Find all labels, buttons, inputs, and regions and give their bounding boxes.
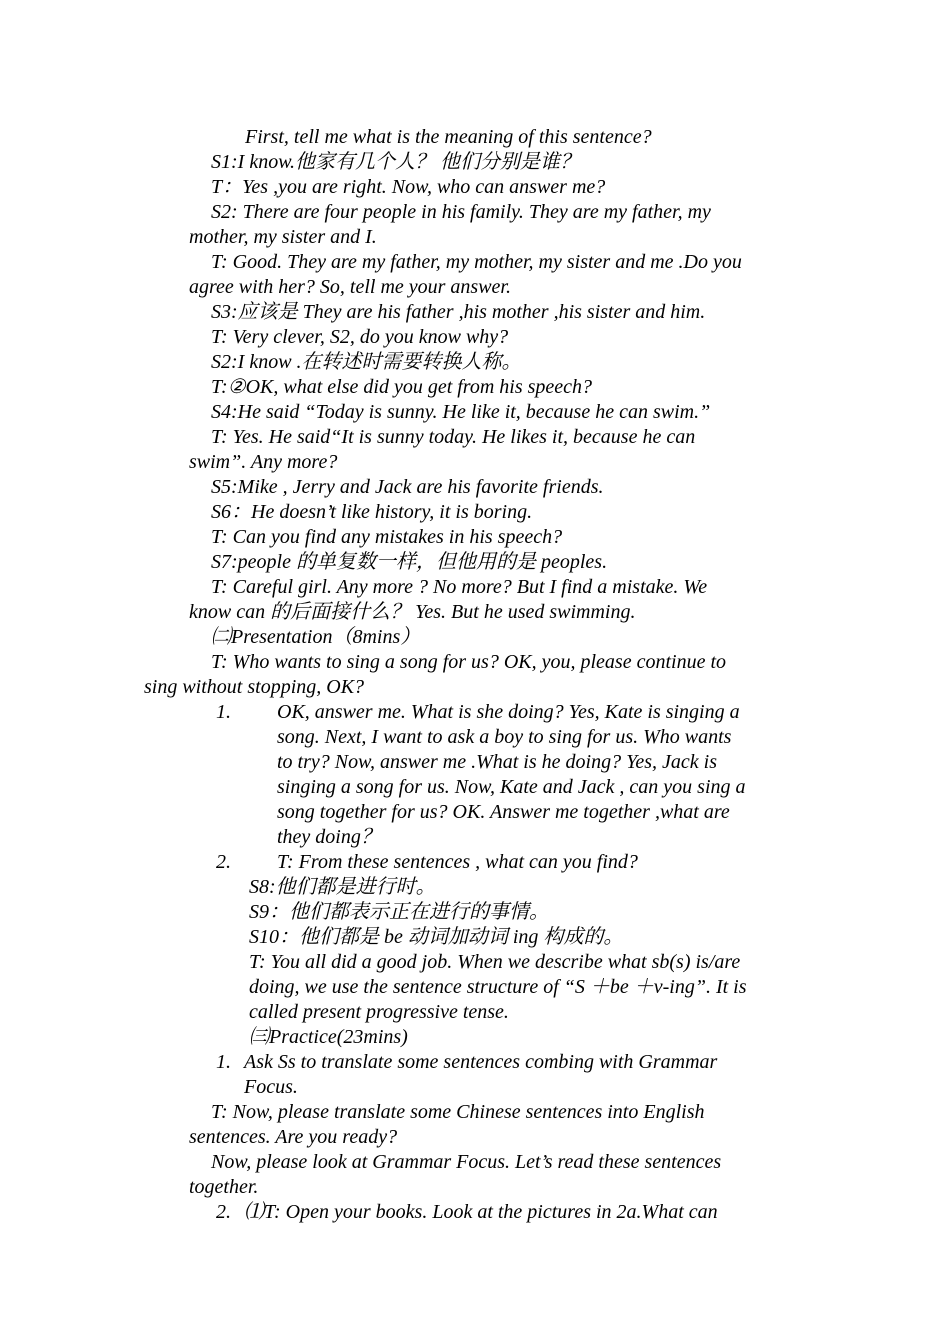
text-line: called present progressive tense. bbox=[249, 1001, 509, 1023]
text-line: S8:他们都是进行时。 bbox=[249, 876, 436, 898]
text-line: S7:people 的单复数一样，但他用的是 peoples. bbox=[211, 551, 608, 573]
text-line: OK, answer me. What is she doing? Yes, Kate is singing a bbox=[277, 701, 740, 723]
text-line: Ask Ss to translate some sentences combing with Grammar bbox=[244, 1051, 718, 1073]
text-line: together. bbox=[189, 1176, 259, 1198]
text-line: T: You all did a good job. When we describe what sb(s) is/are bbox=[249, 951, 741, 973]
text-line: mother, my sister and I. bbox=[189, 226, 377, 248]
text-line: S2: There are four people in his family. They are my father, my bbox=[211, 201, 711, 223]
text-line: doing, we use the sentence structure of “S ＋be ＋v-ing”. It is bbox=[249, 976, 747, 998]
list-number: 1. bbox=[216, 1051, 231, 1073]
text-line: S4:He said “Today is sunny. He like it, because he can swim.” bbox=[211, 401, 711, 423]
section-heading: ㈢Practice(23mins) bbox=[249, 1026, 408, 1048]
text-line: T: Very clever, S2, do you know why? bbox=[211, 326, 509, 348]
list-number: 2. bbox=[216, 851, 231, 873]
text-line: Focus. bbox=[244, 1076, 298, 1098]
text-line: song together for us? OK. Answer me together ,what are bbox=[277, 801, 730, 823]
text-line: they doing？ bbox=[277, 826, 381, 848]
text-line: T: From these sentences , what can you find? bbox=[277, 851, 638, 873]
text-line: know can 的后面接什么？ Yes. But he used swimming. bbox=[189, 601, 636, 623]
text-line: sing without stopping, OK? bbox=[144, 676, 365, 698]
text-line: ⑴T: Open your books. Look at the pictures in 2a.What can bbox=[244, 1201, 718, 1223]
text-line: singing a song for us. Now, Kate and Jack , can you sing a bbox=[277, 776, 746, 798]
text-line: First, tell me what is the meaning of this sentence? bbox=[245, 126, 652, 148]
text-line: S5:Mike , Jerry and Jack are his favorite friends. bbox=[211, 476, 604, 498]
text-line: T: Who wants to sing a song for us? OK, you, please continue to bbox=[211, 651, 726, 673]
text-line: T: Careful girl. Any more ? No more? But I find a mistake. We bbox=[211, 576, 708, 598]
text-line: S3:应该是 They are his father ,his mother ,his sister and him. bbox=[211, 301, 706, 323]
text-line: sentences. Are you ready? bbox=[189, 1126, 398, 1148]
text-line: to try? Now, answer me .What is he doing? Yes, Jack is bbox=[277, 751, 717, 773]
text-line: S2:I know .在转述时需要转换人称。 bbox=[211, 351, 522, 373]
text-line: Now, please look at Grammar Focus. Let’s read these sentences bbox=[211, 1151, 722, 1173]
text-line: S9：他们都表示正在进行的事情。 bbox=[249, 901, 549, 923]
text-line: song. Next, I want to ask a boy to sing for us. Who wants bbox=[277, 726, 732, 748]
text-line: agree with her? So, tell me your answer. bbox=[189, 276, 512, 298]
text-line: T：Yes ,you are right. Now, who can answer me? bbox=[211, 176, 606, 198]
text-line: S1:I know.他家有几个人？ 他们分别是谁？ bbox=[211, 151, 581, 173]
list-number: 2. bbox=[216, 1201, 231, 1223]
text-line: T: Now, please translate some Chinese sentences into English bbox=[211, 1101, 705, 1123]
list-number: 1. bbox=[216, 701, 231, 723]
text-line: T: Good. They are my father, my mother, my sister and me .Do you bbox=[211, 251, 742, 273]
text-line: swim”. Any more? bbox=[189, 451, 338, 473]
text-line: S6：He doesn’t like history, it is boring. bbox=[211, 501, 533, 523]
text-line: T:②OK, what else did you get from his speech? bbox=[211, 376, 593, 398]
text-line: T: Yes. He said“It is sunny today. He likes it, because he can bbox=[211, 426, 696, 448]
text-line: S10：他们都是 be 动词加动词 ing 构成的。 bbox=[249, 926, 624, 948]
text-line: T: Can you find any mistakes in his speech? bbox=[211, 526, 563, 548]
section-heading: ㈡Presentation（8mins） bbox=[211, 626, 421, 648]
